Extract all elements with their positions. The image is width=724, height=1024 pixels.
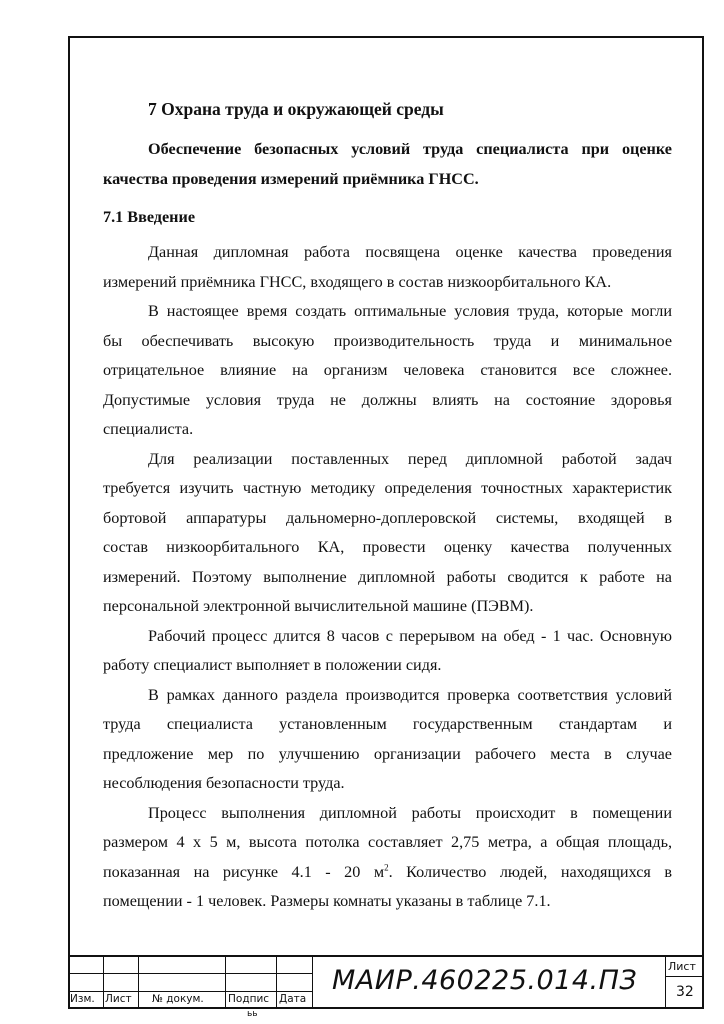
label-sheet: Лист	[105, 993, 132, 1005]
divider	[665, 976, 702, 977]
paragraph	[103, 622, 672, 681]
text-run: показанная на рисунке 4.1 - 20 м	[103, 862, 385, 881]
paragraph-line: отрицательное влияние на организм человека становится все сложнее.	[103, 361, 672, 379]
signature-label-overflow: ьь	[247, 1009, 258, 1019]
paragraph-line: Данная дипломная работа посвящена оценке качества проведения	[148, 243, 672, 261]
paragraph	[103, 238, 672, 297]
paragraph-line: измерений приёмника ГНСС, входящего в состав низкоорбитального КА.	[103, 272, 612, 291]
paragraph-line: работу специалист выполняет в положении сидя.	[103, 656, 442, 674]
paragraph	[103, 681, 672, 799]
subtitle-line: качества проведения измерений приёмника ГНСС.	[103, 169, 479, 188]
paragraph-line: измерений. Поэтому выполнение дипломной работы сводится к работе на	[103, 567, 672, 586]
section-heading: 7.1 Введение	[103, 208, 196, 226]
paragraph-line: состав низкоорбитального КА, провести оценку качества полученных	[103, 538, 672, 556]
paragraph-line: Рабочий процесс длится 8 часов с перерывом на обед - 1 час. Основную	[148, 626, 672, 645]
paragraph-line: специалиста.	[103, 420, 194, 438]
paragraph-line: труда специалиста установленным государственным стандартам и	[103, 715, 672, 733]
paragraph-line: персональной электронной вычислительной машине (ПЭВМ).	[103, 597, 534, 615]
sheet-number: 32	[676, 984, 694, 1000]
label-change: Изм.	[70, 993, 95, 1005]
divider	[276, 957, 277, 1009]
label-date: Дата	[279, 993, 307, 1005]
paragraph-line: несоблюдения безопасности труда.	[103, 774, 345, 792]
divider	[68, 973, 312, 974]
paragraph-line: требуется изучить частную методику определения точностных характеристик	[103, 479, 672, 497]
body-text	[103, 238, 672, 917]
sheet-label: Лист	[668, 960, 696, 973]
label-signature: Подпис	[228, 993, 270, 1005]
paragraph-line	[103, 858, 672, 888]
paragraph-line: предложение мер по улучшению организации рабочего места в случае	[103, 744, 672, 763]
title-block	[68, 955, 702, 1009]
paragraph-line: Процесс выполнения дипломной работы происходит в помещении	[148, 803, 672, 822]
divider	[225, 957, 226, 1009]
paragraph-line: размером 4 х 5 м, высота потолка составляет 2,75 метра, а общая площадь,	[103, 833, 672, 851]
paragraph-line: бортовой аппаратуры дальномерно-доплеровской системы, входящей в	[103, 508, 672, 527]
paragraph	[103, 799, 672, 917]
divider	[312, 957, 313, 1009]
chapter-title: 7 Охрана труда и окружающей среды	[148, 99, 444, 119]
label-doc-number: № докум.	[152, 993, 204, 1005]
divider	[665, 957, 666, 1009]
chapter-subtitle	[103, 135, 672, 194]
paragraph-line: В рамках данного раздела производится проверка соответствия условий	[148, 685, 672, 704]
paragraph-line: Допустимые условия труда не должны влиять на состояние здоровья	[103, 390, 672, 409]
paragraph-line: Для реализации поставленных перед дипломной работой задач	[148, 449, 672, 468]
divider	[103, 957, 104, 1009]
paragraph-line: бы обеспечивать высокую производительность труда и минимальное	[103, 331, 672, 350]
subtitle-line: Обеспечение безопасных условий труда специалиста при оценке	[148, 140, 672, 158]
document-code: МАИР.460225.014.ПЗ	[332, 965, 638, 996]
divider	[138, 957, 139, 1009]
superscript: 2	[384, 862, 389, 873]
paragraph	[103, 445, 672, 622]
paragraph-line: помещении - 1 человек. Размеры комнаты указаны в таблице 7.1.	[103, 892, 551, 910]
divider	[68, 991, 312, 992]
paragraph	[103, 297, 672, 445]
text-run: . Количество людей, находящихся в	[388, 862, 672, 881]
paragraph-line: В настоящее время создать оптимальные условия труда, которые могли	[148, 302, 672, 320]
